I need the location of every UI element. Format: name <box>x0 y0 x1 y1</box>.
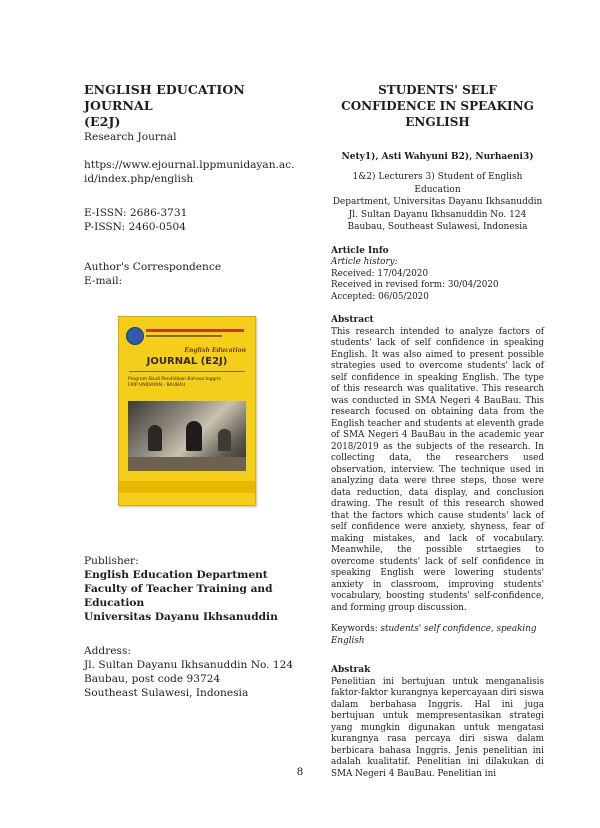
keywords <box>331 624 544 647</box>
university-seal-icon <box>126 327 144 345</box>
email-label: E-mail: <box>84 275 123 287</box>
author-affiliation: 1&2) Lecturers 3) Student of English Education Department, Universitas Dayanu Ikhsanuddin Jl. Sultan Dayanu Ikhsanuddin No. 124 Baubau, Southeast Sulawesi, Indonesia <box>332 172 543 232</box>
e-issn: E-ISSN: 2686-3731 <box>84 207 188 219</box>
article-history-label: Article history: <box>331 257 398 267</box>
correspondence-label: Author's Correspondence <box>84 261 222 273</box>
abstract-heading: Abstract <box>331 315 374 325</box>
journal-title: ENGLISH EDUCATION JOURNAL (E2J) <box>84 82 245 129</box>
accepted-date: Accepted: 06/05/2020 <box>331 291 429 302</box>
address-text: Jl. Sultan Dayanu Ikhsanuddin No. 124 Baubau, post code 93724 Southeast Sulawesi, Indonesia <box>84 659 294 699</box>
journal-type: Research Journal <box>84 131 177 143</box>
journal-url[interactable]: https://www.ejournal.lppmunidayan.ac. id/index.php/english <box>84 159 295 185</box>
revised-date: Received in revised form: 30/04/2020 <box>331 280 499 290</box>
publisher-university: Universitas Dayanu Ikhsanuddin <box>84 611 278 623</box>
address-label: Address: <box>84 645 131 657</box>
article-title: STUDENTS' SELF CONFIDENCE IN SPEAKING ENGLISH <box>341 83 534 129</box>
abstract-text: This research intended to analyze factors of students' lack of self confidence in speaking English. It was also aimed to present possible strategies used to overcome students' lack of self confidence in speaking English. The type of this research was qualitative. This research was conducted in SMA Negeri 4 BauBau. This research focused on obtaining data from the English teacher and students at eleventh grade of SMA Negeri 4 BauBau in the academic year 2018/2019 as the subjects of the research. In collecting data, the researchers used observation, interview. The technique used in analyzing data were three steps, those were data reduction, data display, and conclusion drawing. The result of this research showed that the factors which cause students' lack of self confidence were anxiety, shyness, fear of making mistakes, and lack of vocabulary. Meanwhile, the possible strtaegies to overcome students' lack of self confidence in speaking English were lowering students' anxiety in classroom, improving students' vocabulary, boosting students' self-confidence, and forming group discussion. <box>331 326 544 613</box>
publisher-faculty: Faculty of Teacher Training and Education <box>84 583 273 609</box>
p-issn: P-ISSN: 2460-0504 <box>84 221 186 233</box>
keywords-label: Keywords: <box>331 624 378 634</box>
classroom-photo <box>128 401 246 471</box>
keywords-text: students' self confidence, speaking English <box>331 624 537 646</box>
cover-title: JOURNAL (E2J) <box>146 356 228 367</box>
cover-tag: English Education <box>184 347 246 354</box>
publisher-label: Publisher: <box>84 555 139 567</box>
article-column <box>331 82 544 780</box>
journal-info-column <box>84 82 306 700</box>
article-authors: Nety1), Asti Wahyuni B2), Nurhaeni3) <box>341 152 534 162</box>
cover-subtitle: Program Studi Pendidikan Bahasa Inggris FKIP UNIDAYAN - BAUBAU <box>128 377 221 388</box>
abstrak-text: Penelitian ini bertujuan untuk menganalisis faktor-faktor kurangnya kepercayaan diri siswa dalam berbahasa Inggris. Hal ini juga bertujuan untuk mempresentasikan strategi yang mungkin digunakan untuk mengatasi kurangnya rasa percaya diri siswa dalam berbicara bahasa Inggris. Jenis penelitian ini adalah kualitatif. Penelitian ini dilakukan di SMA Negeri 4 BauBau. Penelitian ini <box>331 676 544 779</box>
publisher-department: English Education Department <box>84 569 268 581</box>
abstrak-heading: Abstrak <box>331 665 371 675</box>
page-number: 8 <box>296 766 304 778</box>
journal-cover-image <box>118 316 256 506</box>
received-date: Received: 17/04/2020 <box>331 268 429 279</box>
article-info-heading: Article Info <box>331 245 389 256</box>
